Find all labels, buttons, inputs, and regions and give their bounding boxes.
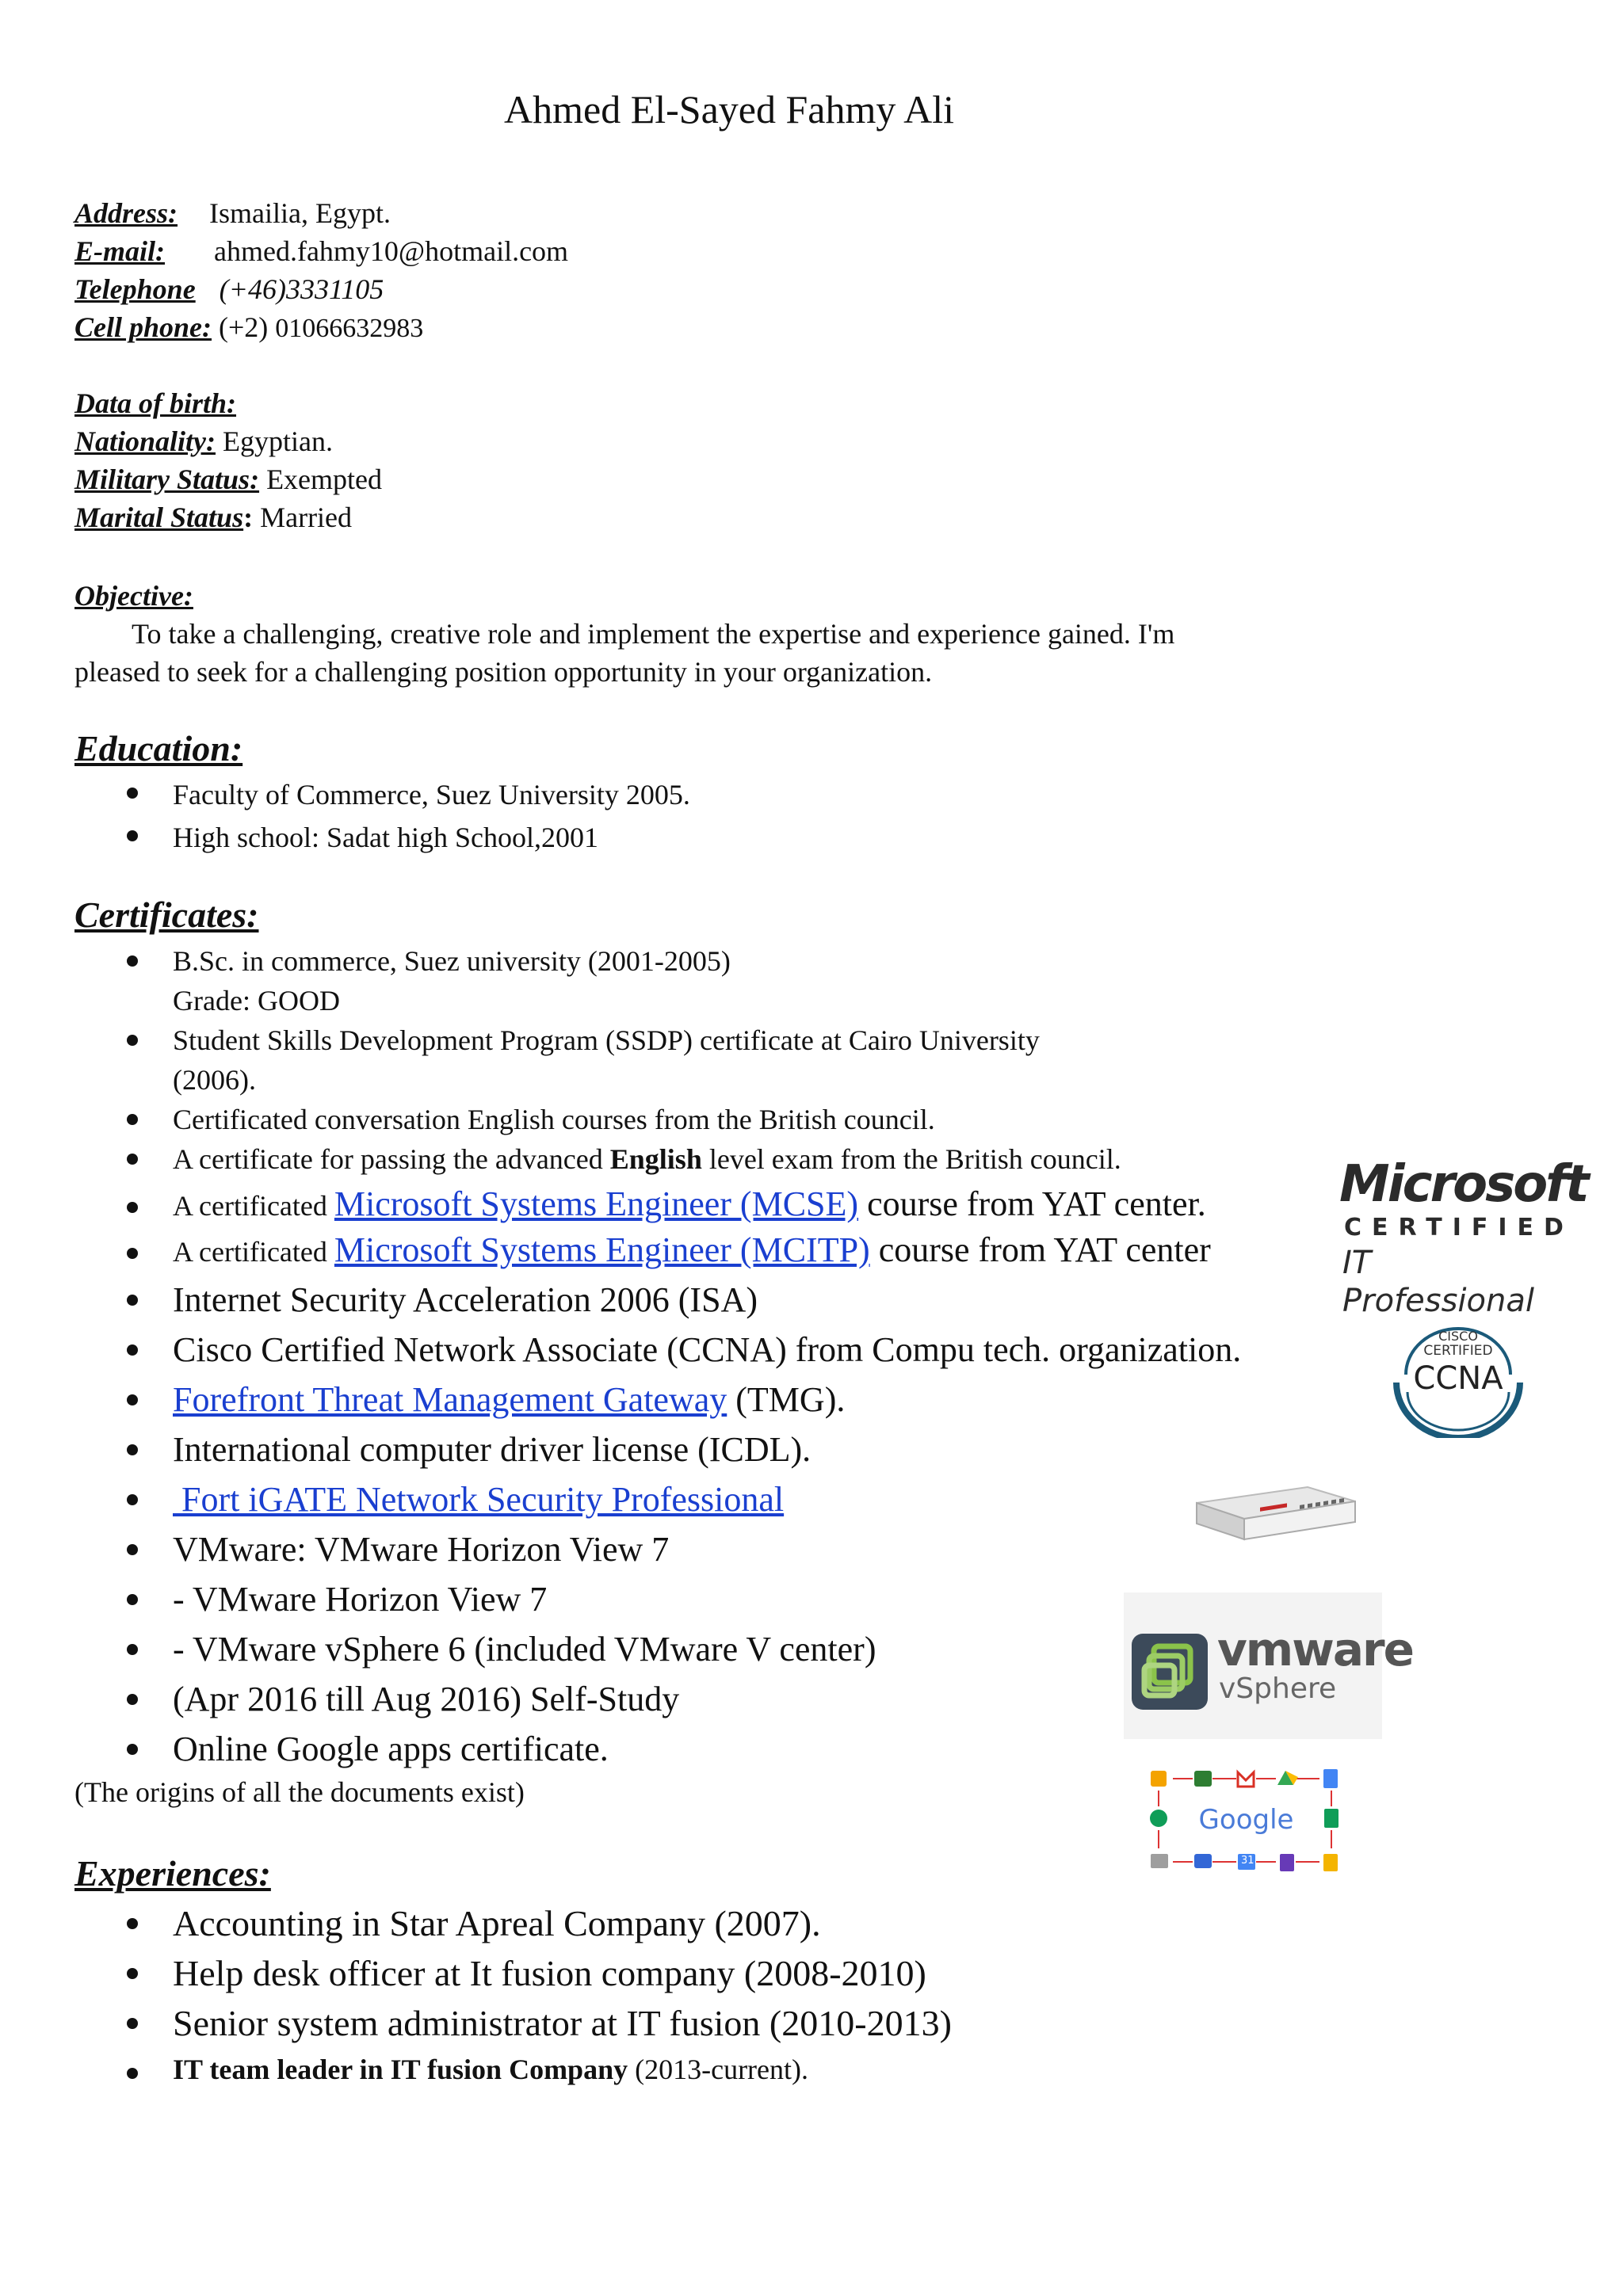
list-item: Senior system administrator at IT fusion (2010-2013) [74,1998,1327,2048]
vsphere-text: vSphere [1219,1672,1337,1705]
address-label: Address: [74,197,178,229]
marital-colon: : [243,502,254,533]
cert-english-pre: A certificate for passing the advanced [173,1143,610,1175]
cell-label: Cell phone: [74,311,212,343]
telephone-line [74,270,384,308]
mcitp-link[interactable]: Microsoft Systems Engineer (MCITP) [334,1230,870,1269]
vmware-vm: vm [1217,1623,1293,1676]
cisco-ccna-logo [1379,1319,1537,1438]
cell-line [74,308,423,348]
list-item [74,1020,1327,1100]
email-label: E-mail: [74,235,165,267]
cisco-small-text: CISCO [1438,1329,1478,1344]
birth-line [74,384,236,422]
list-item: (Apr 2016 till Aug 2016) Self-Study [74,1674,1327,1724]
list-item [74,941,1327,1020]
fortigate-device-icon [1189,1478,1359,1549]
list-item: International computer driver license (ICDL). [74,1425,1327,1474]
list-item [74,1228,1327,1274]
list-item: Certificated conversation English courses from the British council. [74,1100,1327,1139]
cert-bsc: B.Sc. in commerce, Suez university (2001-2005) [173,945,731,977]
mcse-link[interactable]: Microsoft Systems Engineer (MCSE) [334,1184,859,1223]
list-item: High school: Sadat high School,2001 [74,816,1327,859]
nationality-line [74,422,333,460]
list-item: Faculty of Commerce, Suez University 2005. [74,773,1327,816]
vsphere-icon [1130,1632,1209,1711]
candidate-name: Ahmed El-Sayed Fahmy Ali [504,87,954,132]
microsoft-itpro-text: IT Professional [1342,1245,1534,1319]
microsoft-certified-text: CERTIFIED [1344,1214,1574,1241]
marital-value: Married [260,502,353,533]
nationality-value: Egyptian. [223,425,333,457]
cert-ssdp-line1: Student Skills Development Program (SSDP) certificate at Cairo University [173,1024,1040,1056]
list-item [74,1182,1327,1228]
vmware-wordmark [1217,1624,1413,1675]
marital-label: Marital Status [74,502,244,533]
list-item: Internet Security Acceleration 2006 (ISA) [74,1275,1327,1325]
cell-prefix: (+2) [219,311,269,343]
military-value: Exempted [266,463,383,495]
cert-mcitp-pre: A certificated [173,1236,334,1268]
cert-mcse-pre: A certificated [173,1190,334,1222]
list-item [74,1474,1327,1524]
list-item [74,1375,1327,1425]
certificates-list-ms [74,1182,1327,1274]
list-item: Online Google apps certificate. [74,1724,1327,1774]
vmware-ware: ware [1292,1623,1413,1676]
military-line [74,460,382,498]
objective-line-2: pleased to seek for a challenging position opportunity in your organization. [74,656,933,688]
google-wordmark: Google [1198,1804,1294,1836]
experiences-list [74,1898,1327,2091]
address-line [74,194,391,232]
list-item: Accounting in Star Apreal Company (2007). [74,1898,1327,1948]
google-apps-diagram [1149,1763,1359,1890]
cisco-certified-text: CERTIFIED [1423,1343,1493,1359]
fortigate-appliance-image [1189,1478,1359,1549]
list-item: - VMware vSphere 6 (included VMware V center) [74,1624,1327,1674]
cell-value: 01066632983 [275,314,424,343]
cert-mcitp-post: course from YAT center [869,1230,1211,1269]
exp-last-rest: (2013-current). [628,2054,809,2085]
experiences-heading: Experiences: [74,1853,271,1894]
list-item [74,1139,1327,1179]
nationality-label: Nationality: [74,425,216,457]
education-list [74,773,1327,859]
telephone-label: Telephone [74,273,196,305]
certificates-heading: Certificates: [74,894,259,935]
objective-label: Objective: [74,580,193,612]
cert-english-post: level exam from the British council. [701,1143,1121,1175]
vmware-vsphere-logo [1124,1592,1413,1739]
cert-ssdp-line2: (2006). [173,1064,256,1096]
email-value: ahmed.fahmy10@hotmail.com [214,235,569,267]
cert-english-bold: English [609,1143,702,1175]
list-item: Cisco Certified Network Associate (CCNA) from Compu tech. organization. [74,1325,1327,1375]
calendar-day: 31 [1241,1855,1254,1867]
exp-last-bold: IT team leader in IT fusion Company [173,2054,628,2085]
telephone-value: (+46)3331105 [219,273,384,305]
list-item: VMware: VMware Horizon View 7 [74,1524,1327,1574]
tmg-link[interactable]: Forefront Threat Management Gateway [173,1380,727,1419]
fortigate-link[interactable]: Fort iGATE Network Security Professional [173,1480,785,1519]
birth-label: Data of birth: [74,387,237,419]
objective-heading [74,577,193,615]
cert-grade: Grade: GOOD [173,985,340,1016]
marital-line [74,498,352,536]
list-item: - VMware Horizon View 7 [74,1574,1327,1624]
email-line [74,232,568,270]
objective-line-1: To take a challenging, creative role and implement the expertise and experience gained. I'm [132,618,1175,650]
list-item: Help desk officer at It fusion company (2008-2010) [74,1948,1327,1998]
microsoft-wordmark: Microsoft [1339,1155,1587,1214]
cert-tmg-post: (TMG). [727,1380,846,1419]
certificates-list-small [74,941,1327,1179]
military-label: Military Status: [74,463,260,495]
list-item [74,2048,1327,2091]
education-heading: Education: [74,728,243,769]
documents-note: (The origins of all the documents exist) [74,1776,525,1808]
address-value: Ismailia, Egypt. [209,197,391,229]
cisco-ccna-text: CCNA [1413,1360,1503,1397]
microsoft-certified-logo [1339,1155,1587,1319]
cert-mcse-post: course from YAT center. [858,1184,1206,1223]
